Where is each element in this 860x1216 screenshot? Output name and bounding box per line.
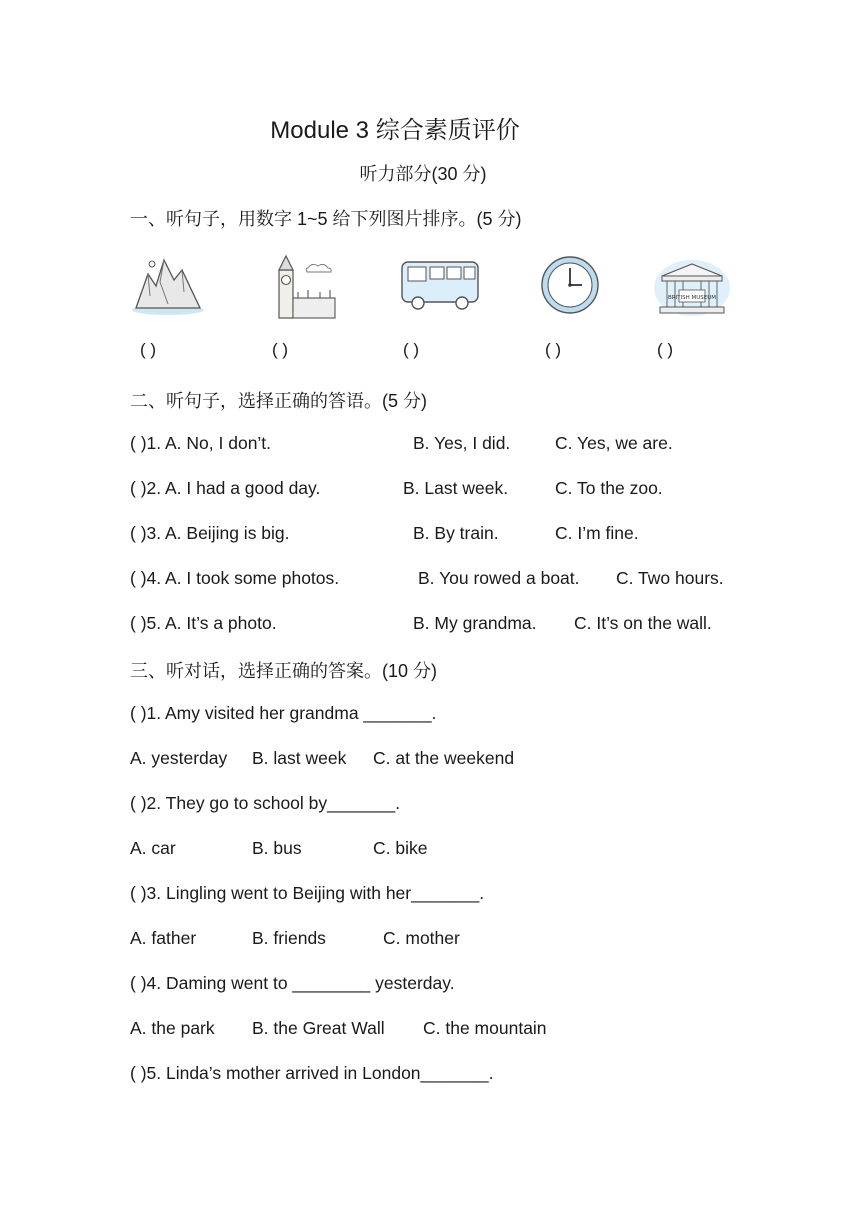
option-b: B. Last week. <box>403 478 509 498</box>
picture-5-blank: ( ) <box>657 340 674 359</box>
question-prefix: ( )3. A. Beijing is big. <box>130 523 290 543</box>
question-prefix: ( )4. A. I took some photos. <box>130 568 340 588</box>
picture-2-blank: ( ) <box>272 340 289 359</box>
question-prefix: ( )1. A. No, I don’t. <box>130 433 272 453</box>
option-c: C. Two hours. <box>616 568 724 588</box>
question-prefix: ( )5. A. It’s a photo. <box>130 613 277 633</box>
section-3-question-2-stem: ( )2. They go to school by_______. <box>130 793 401 813</box>
option-a: A. father <box>130 928 197 948</box>
option-a: A. yesterday <box>130 748 228 768</box>
option-c: C. To the zoo. <box>555 478 663 498</box>
section-3-heading: 三、听对话，选择正确的答案。(10 分) <box>130 661 438 681</box>
section-3-question-1-stem: ( )1. Amy visited her grandma _______. <box>130 703 437 723</box>
option-c: C. the mountain <box>423 1018 547 1038</box>
option-b: B. Yes, I did. <box>413 433 511 453</box>
section-2-heading: 二、听句子，选择正确的答语。(5 分) <box>130 391 427 411</box>
option-b: B. last week <box>252 748 347 768</box>
picture-1-blank: ( ) <box>140 340 157 359</box>
page-title: Module 3 综合素质评价 <box>270 117 520 144</box>
museum-label: BRITISH MUSEUM <box>667 295 717 301</box>
option-c: C. I’m fine. <box>555 523 639 543</box>
option-b: B. By train. <box>413 523 499 543</box>
option-b: B. bus <box>252 838 302 858</box>
option-c: C. at the weekend <box>373 748 515 768</box>
option-a: A. car <box>130 838 176 858</box>
option-b: B. friends <box>252 928 326 948</box>
big-ben-icon <box>268 252 348 322</box>
option-a: A. the park <box>130 1018 215 1038</box>
museum-icon <box>652 252 732 322</box>
option-b: B. the Great Wall <box>252 1018 385 1038</box>
section-3-question-5-stem: ( )5. Linda’s mother arrived in London_______. <box>130 1063 494 1083</box>
section-3-question-4-stem: ( )4. Daming went to ________ yesterday. <box>130 973 455 993</box>
option-c: C. Yes, we are. <box>555 433 673 453</box>
page-subtitle: 听力部分(30 分) <box>359 164 487 184</box>
clock-icon <box>532 252 612 322</box>
section-1-heading: 一、听句子，用数字 1~5 给下列图片排序。(5 分) <box>130 209 522 229</box>
option-c: C. bike <box>373 838 428 858</box>
bus-icon <box>400 252 480 322</box>
option-b: B. You rowed a boat. <box>418 568 580 588</box>
question-prefix: ( )2. A. I had a good day. <box>130 478 321 498</box>
picture-4-blank: ( ) <box>545 340 562 359</box>
section-3-question-3-stem: ( )3. Lingling went to Beijing with her_______. <box>130 883 485 903</box>
picture-3-blank: ( ) <box>403 340 420 359</box>
mountain-icon <box>130 252 210 322</box>
option-b: B. My grandma. <box>413 613 537 633</box>
option-c: C. It’s on the wall. <box>574 613 712 633</box>
option-c: C. mother <box>383 928 460 948</box>
